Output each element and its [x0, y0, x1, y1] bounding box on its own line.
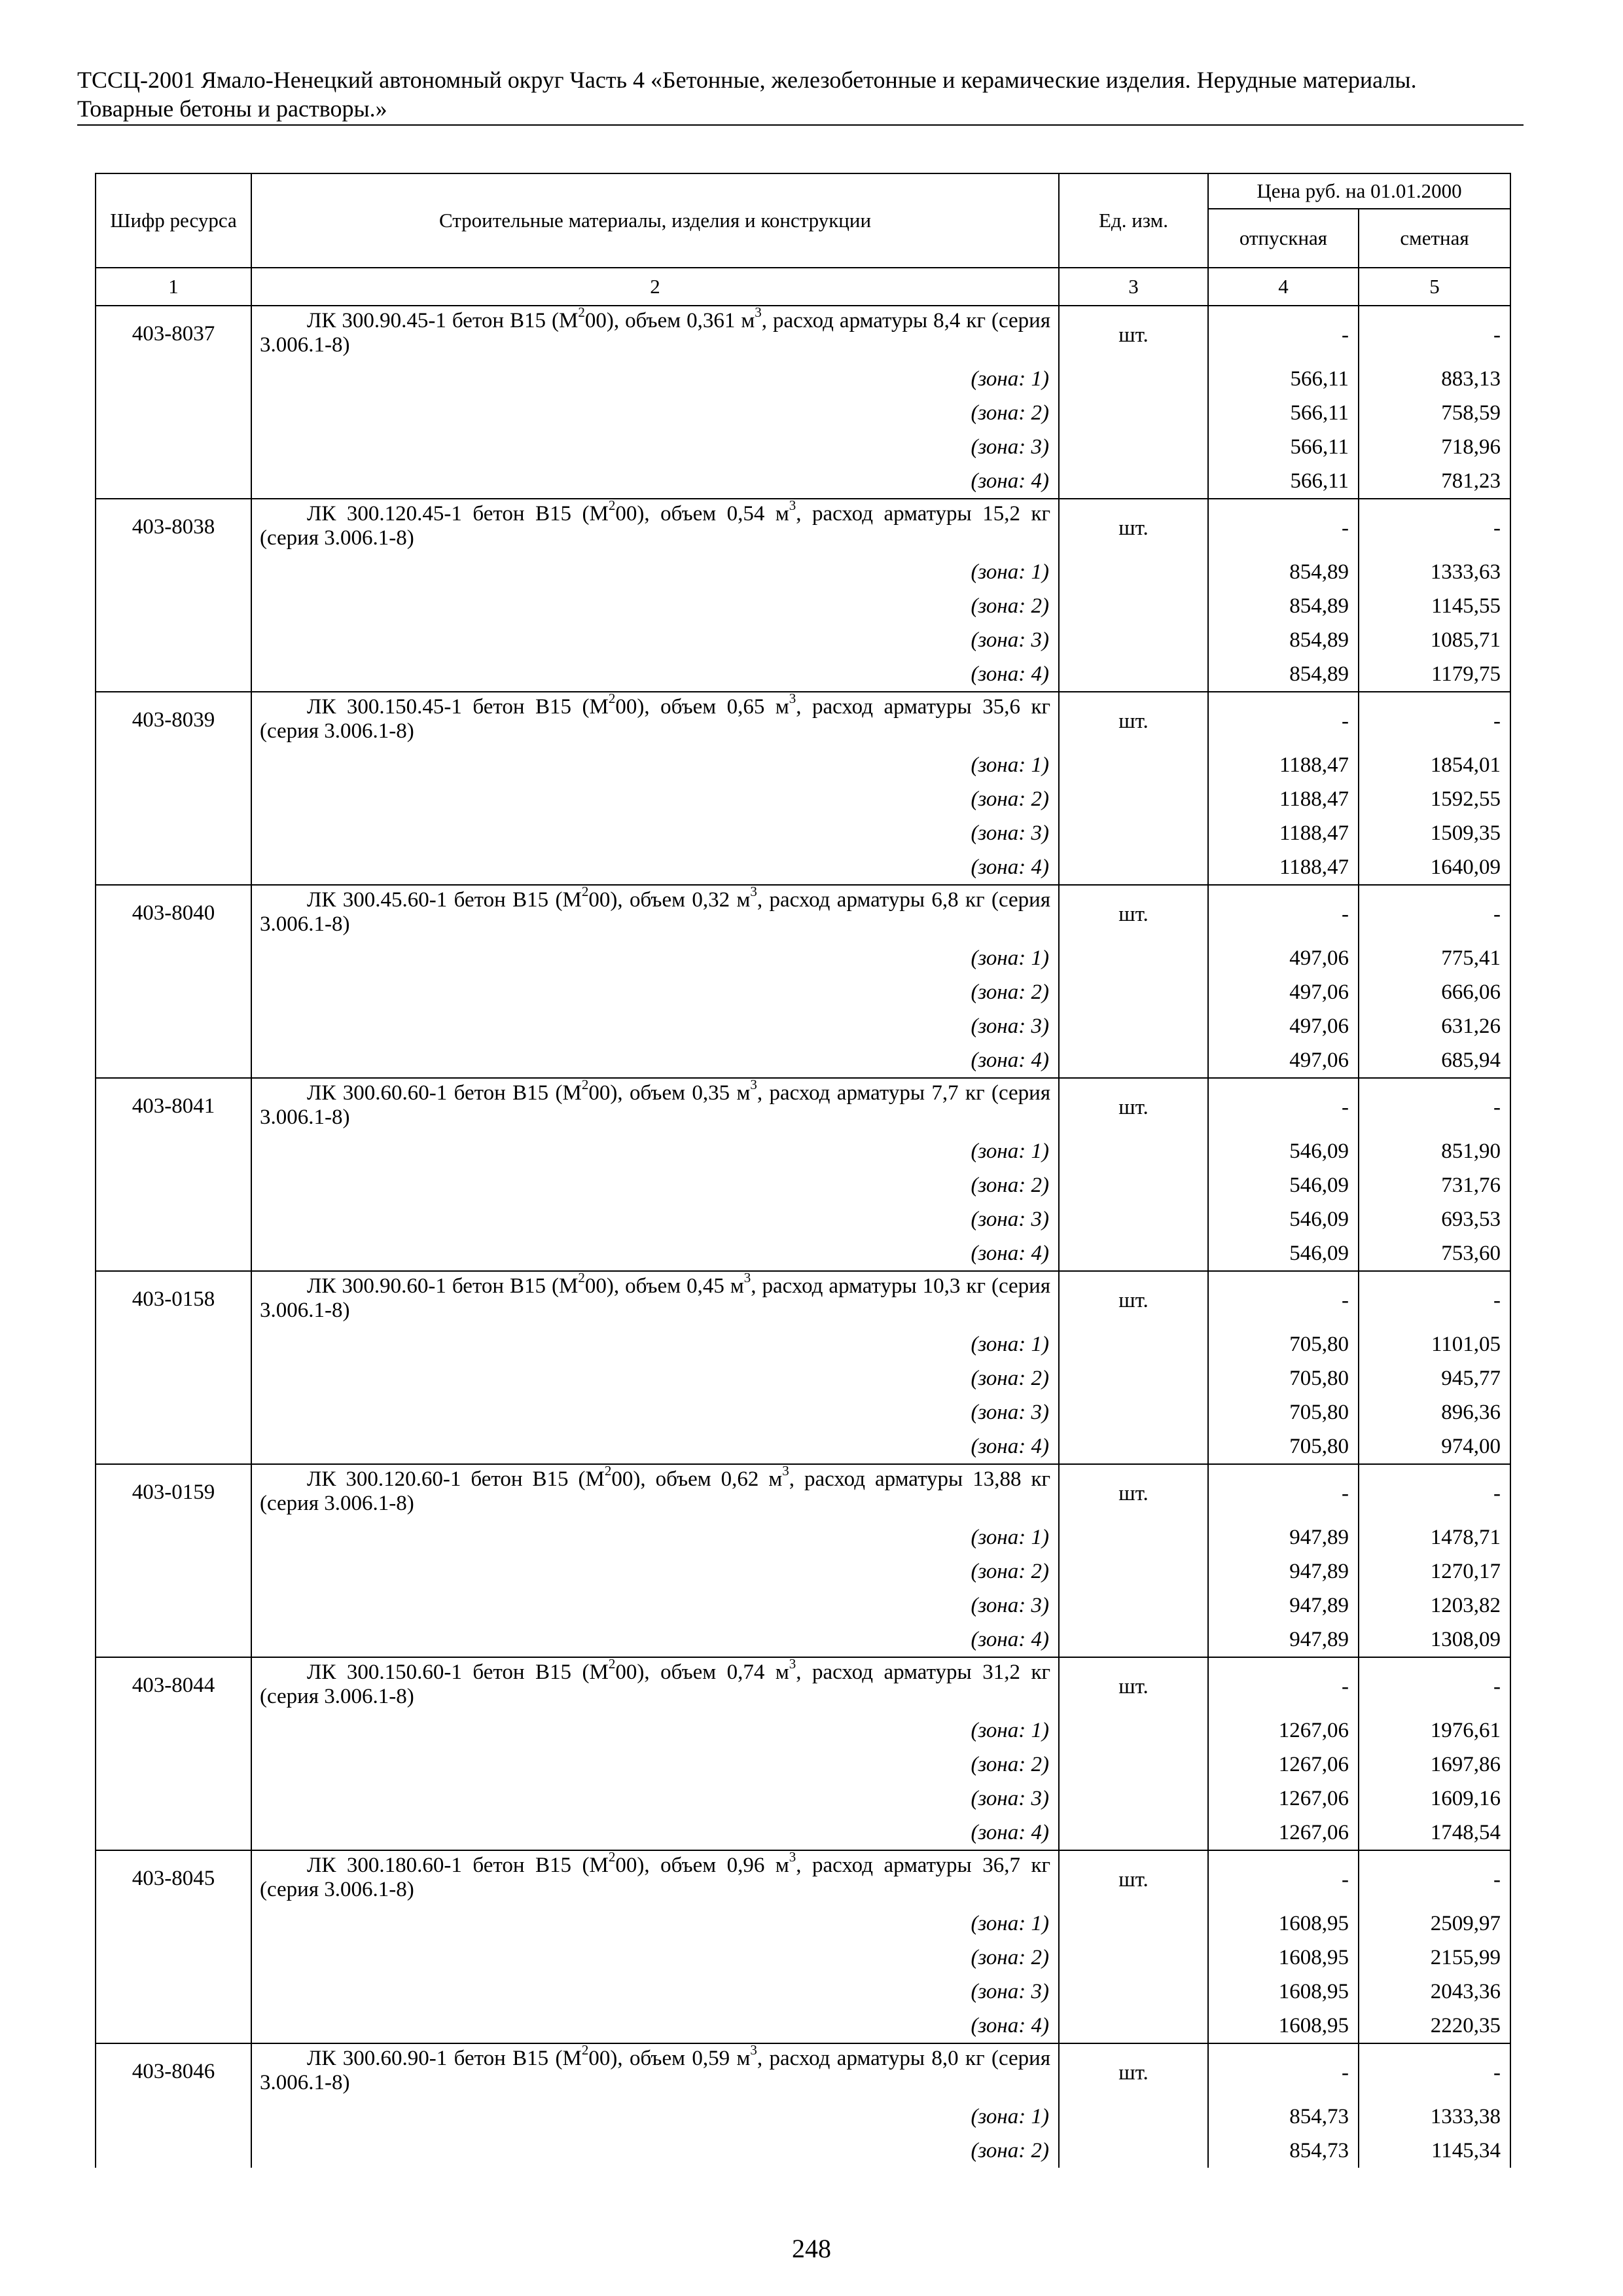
- zone-release-price: 497,06: [1208, 1043, 1359, 1078]
- zone-row: [96, 2134, 1510, 2168]
- material-name: ЛК 300.90.60-1 бетон B15 $(M^200)$, объем 0,45 $м^3$, расход арматуры 10,3 кг (серия 3.006.1-8): [260, 1270, 1050, 1322]
- zone-release-price: 1608,95: [1208, 2009, 1359, 2043]
- zone-unit-empty: [1059, 850, 1208, 885]
- column-number-1: 1: [96, 268, 251, 306]
- material-name-cell: [251, 692, 1059, 748]
- zone-unit-empty: [1059, 1907, 1208, 1941]
- zone-unit-empty: [1059, 362, 1208, 396]
- zone-release-price: 546,09: [1208, 1236, 1359, 1271]
- zone-unit-empty: [1059, 1361, 1208, 1395]
- zone-row: [96, 1429, 1510, 1464]
- zone-label: (зона: 1): [251, 1134, 1059, 1168]
- page-number: 248: [792, 2234, 831, 2263]
- resource-code: 403-0159: [96, 1464, 251, 1657]
- zone-row: [96, 850, 1510, 885]
- zone-label: (зона: 4): [251, 1236, 1059, 1271]
- material-name-cell: [251, 1464, 1059, 1520]
- column-number-3: 3: [1059, 268, 1208, 306]
- column-number-2: 2: [251, 268, 1059, 306]
- estimate-price: -: [1359, 1464, 1510, 1520]
- resource-code: 403-8041: [96, 1078, 251, 1271]
- material-name: ЛК 300.180.60-1 бетон B15 $(M^200)$, объем 0,96 $м^3$, расход арматуры 36,7 кг (серия 3.006.1-8): [260, 1849, 1051, 1901]
- zone-estimate-price: 685,94: [1359, 1043, 1510, 1078]
- zone-row: [96, 975, 1510, 1009]
- zone-estimate-price: 781,23: [1359, 464, 1510, 499]
- zone-unit-empty: [1059, 1009, 1208, 1043]
- zone-release-price: 1188,47: [1208, 850, 1359, 885]
- table-row: [96, 885, 1510, 941]
- zone-unit-empty: [1059, 1623, 1208, 1657]
- table-row: [96, 692, 1510, 748]
- resource-code: 403-0158: [96, 1271, 251, 1464]
- zone-release-price: 705,80: [1208, 1361, 1359, 1395]
- zone-row: [96, 1816, 1510, 1850]
- header-line-1: ТССЦ-2001 Ямало-Ненецкий автономный округ Часть 4 «Бетонные, железобетонные и керамические изделия. Нерудные материалы.: [77, 67, 1417, 93]
- unit: шт.: [1059, 306, 1208, 362]
- zone-release-price: 497,06: [1208, 941, 1359, 975]
- zone-estimate-price: 1854,01: [1359, 748, 1510, 782]
- zone-release-price: 497,06: [1208, 1009, 1359, 1043]
- zone-unit-empty: [1059, 589, 1208, 623]
- resource-code: 403-8040: [96, 885, 251, 1078]
- unit: шт.: [1059, 499, 1208, 555]
- zone-label: (зона: 2): [251, 1168, 1059, 1202]
- zone-label: (зона: 4): [251, 1429, 1059, 1464]
- zone-label: (зона: 1): [251, 941, 1059, 975]
- zone-estimate-price: 974,00: [1359, 1429, 1510, 1464]
- zone-unit-empty: [1059, 1134, 1208, 1168]
- zone-label: (зона: 3): [251, 430, 1059, 464]
- zone-row: [96, 1520, 1510, 1554]
- zone-estimate-price: 883,13: [1359, 362, 1510, 396]
- zone-label: (зона: 2): [251, 2134, 1059, 2168]
- table-header: [96, 173, 1510, 306]
- zone-unit-empty: [1059, 975, 1208, 1009]
- material-name-cell: [251, 1850, 1059, 1907]
- zone-estimate-price: 1333,38: [1359, 2100, 1510, 2134]
- zone-release-price: 947,89: [1208, 1588, 1359, 1623]
- column-header-name: Строительные материалы, изделия и конструкции: [251, 173, 1059, 268]
- zone-estimate-price: 1478,71: [1359, 1520, 1510, 1554]
- material-name: ЛК 300.150.45-1 бетон B15 $(M^200)$, объем 0,65 $м^3$, расход арматуры 35,6 кг (серия 3.006.1-8): [260, 691, 1051, 743]
- zone-estimate-price: 731,76: [1359, 1168, 1510, 1202]
- zone-estimate-price: 693,53: [1359, 1202, 1510, 1236]
- unit: шт.: [1059, 692, 1208, 748]
- zone-unit-empty: [1059, 1327, 1208, 1361]
- zone-release-price: 1608,95: [1208, 1941, 1359, 1975]
- zone-row: [96, 1588, 1510, 1623]
- release-price: -: [1208, 692, 1359, 748]
- column-header-code: Шифр ресурса: [96, 173, 251, 268]
- zone-release-price: 566,11: [1208, 362, 1359, 396]
- zone-release-price: 566,11: [1208, 396, 1359, 430]
- zone-label: (зона: 1): [251, 1907, 1059, 1941]
- release-price: -: [1208, 1271, 1359, 1327]
- zone-row: [96, 1236, 1510, 1271]
- zone-estimate-price: 1145,34: [1359, 2134, 1510, 2168]
- estimate-price: -: [1359, 499, 1510, 555]
- zone-unit-empty: [1059, 1168, 1208, 1202]
- zone-unit-empty: [1059, 782, 1208, 816]
- zone-row: [96, 396, 1510, 430]
- zone-release-price: 1188,47: [1208, 748, 1359, 782]
- zone-release-price: 854,73: [1208, 2134, 1359, 2168]
- resource-code: 403-8045: [96, 1850, 251, 2043]
- zone-estimate-price: 851,90: [1359, 1134, 1510, 1168]
- zone-release-price: 854,73: [1208, 2100, 1359, 2134]
- zone-unit-empty: [1059, 1554, 1208, 1588]
- zone-row: [96, 1009, 1510, 1043]
- unit: шт.: [1059, 885, 1208, 941]
- zone-unit-empty: [1059, 2009, 1208, 2043]
- zone-unit-empty: [1059, 1782, 1208, 1816]
- zone-unit-empty: [1059, 1395, 1208, 1429]
- zone-release-price: 1188,47: [1208, 816, 1359, 850]
- zone-release-price: 705,80: [1208, 1395, 1359, 1429]
- column-header-unit: Ед. изм.: [1059, 173, 1208, 268]
- zone-label: (зона: 1): [251, 362, 1059, 396]
- table-row: [96, 499, 1510, 555]
- unit: шт.: [1059, 2043, 1208, 2100]
- table-row: [96, 1850, 1510, 1907]
- zone-row: [96, 1941, 1510, 1975]
- zone-release-price: 566,11: [1208, 430, 1359, 464]
- zone-estimate-price: 718,96: [1359, 430, 1510, 464]
- zone-estimate-price: 631,26: [1359, 1009, 1510, 1043]
- zone-unit-empty: [1059, 1202, 1208, 1236]
- zone-estimate-price: 1179,75: [1359, 657, 1510, 692]
- release-price: -: [1208, 499, 1359, 555]
- unit: шт.: [1059, 1850, 1208, 1907]
- table-row: [96, 1271, 1510, 1327]
- zone-release-price: 854,89: [1208, 657, 1359, 692]
- estimate-price: -: [1359, 1078, 1510, 1134]
- zone-label: (зона: 4): [251, 1816, 1059, 1850]
- zone-release-price: 1608,95: [1208, 1975, 1359, 2009]
- column-header-price-group: Цена руб. на 01.01.2000: [1208, 173, 1510, 209]
- zone-label: (зона: 3): [251, 1975, 1059, 2009]
- zone-release-price: 1267,06: [1208, 1713, 1359, 1748]
- zone-release-price: 1608,95: [1208, 1907, 1359, 1941]
- zone-row: [96, 589, 1510, 623]
- zone-unit-empty: [1059, 2100, 1208, 2134]
- zone-unit-empty: [1059, 2134, 1208, 2168]
- zone-label: (зона: 2): [251, 1554, 1059, 1588]
- table-row: [96, 1078, 1510, 1134]
- zone-estimate-price: 1101,05: [1359, 1327, 1510, 1361]
- zone-estimate-price: 1640,09: [1359, 850, 1510, 885]
- document-header: [77, 65, 1524, 126]
- zone-release-price: 546,09: [1208, 1134, 1359, 1168]
- zone-estimate-price: 2043,36: [1359, 1975, 1510, 2009]
- material-name-cell: [251, 1657, 1059, 1713]
- resource-code: 403-8044: [96, 1657, 251, 1850]
- zone-release-price: 546,09: [1208, 1168, 1359, 1202]
- release-price: -: [1208, 306, 1359, 362]
- zone-unit-empty: [1059, 1043, 1208, 1078]
- zone-unit-empty: [1059, 623, 1208, 657]
- zone-row: [96, 1395, 1510, 1429]
- material-name-cell: [251, 499, 1059, 555]
- material-name: ЛК 300.90.45-1 бетон B15 $(M^200)$, объем 0,361 $м^3$, расход арматуры 8,4 кг (серия 3.006.1-8): [260, 304, 1050, 357]
- column-number-5: 5: [1359, 268, 1510, 306]
- zone-estimate-price: 896,36: [1359, 1395, 1510, 1429]
- zone-release-price: 546,09: [1208, 1202, 1359, 1236]
- column-number-4: 4: [1208, 268, 1359, 306]
- unit: шт.: [1059, 1657, 1208, 1713]
- zone-row: [96, 362, 1510, 396]
- zone-row: [96, 1043, 1510, 1078]
- zone-release-price: 1267,06: [1208, 1782, 1359, 1816]
- zone-release-price: 705,80: [1208, 1429, 1359, 1464]
- zone-label: (зона: 1): [251, 748, 1059, 782]
- zone-estimate-price: 1203,82: [1359, 1588, 1510, 1623]
- zone-unit-empty: [1059, 941, 1208, 975]
- material-name: ЛК 300.120.60-1 бетон B15 $(M^200)$, объем 0,62 $м^3$, расход арматуры 13,88 кг (серия 3.006.1-8): [260, 1463, 1051, 1515]
- zone-unit-empty: [1059, 1748, 1208, 1782]
- zone-row: [96, 782, 1510, 816]
- zone-label: (зона: 2): [251, 975, 1059, 1009]
- zone-release-price: 1267,06: [1208, 1816, 1359, 1850]
- zone-estimate-price: 945,77: [1359, 1361, 1510, 1395]
- table-row: [96, 1657, 1510, 1713]
- zone-row: [96, 748, 1510, 782]
- zone-label: (зона: 2): [251, 396, 1059, 430]
- zone-estimate-price: 758,59: [1359, 396, 1510, 430]
- estimate-price: -: [1359, 1271, 1510, 1327]
- release-price: -: [1208, 885, 1359, 941]
- estimate-price: -: [1359, 2043, 1510, 2100]
- zone-unit-empty: [1059, 555, 1208, 589]
- zone-release-price: 854,89: [1208, 623, 1359, 657]
- zone-row: [96, 1134, 1510, 1168]
- zone-row: [96, 1623, 1510, 1657]
- price-table: [95, 173, 1511, 2168]
- zone-label: (зона: 3): [251, 816, 1059, 850]
- zone-estimate-price: 1333,63: [1359, 555, 1510, 589]
- zone-row: [96, 430, 1510, 464]
- estimate-price: -: [1359, 306, 1510, 362]
- zone-label: (зона: 1): [251, 1327, 1059, 1361]
- zone-release-price: 1267,06: [1208, 1748, 1359, 1782]
- zone-unit-empty: [1059, 748, 1208, 782]
- zone-row: [96, 1361, 1510, 1395]
- unit: шт.: [1059, 1078, 1208, 1134]
- zone-unit-empty: [1059, 1975, 1208, 2009]
- estimate-price: -: [1359, 692, 1510, 748]
- zone-row: [96, 2100, 1510, 2134]
- zone-row: [96, 1907, 1510, 1941]
- zone-row: [96, 1713, 1510, 1748]
- zone-estimate-price: 1145,55: [1359, 589, 1510, 623]
- zone-label: (зона: 2): [251, 1361, 1059, 1395]
- zone-label: (зона: 3): [251, 1588, 1059, 1623]
- resource-code: 403-8038: [96, 499, 251, 692]
- zone-row: [96, 1202, 1510, 1236]
- zone-label: (зона: 4): [251, 464, 1059, 499]
- zone-row: [96, 623, 1510, 657]
- zone-row: [96, 657, 1510, 692]
- zone-label: (зона: 4): [251, 1043, 1059, 1078]
- estimate-price: -: [1359, 1850, 1510, 1907]
- table-row: [96, 306, 1510, 362]
- zone-release-price: 854,89: [1208, 589, 1359, 623]
- zone-estimate-price: 1697,86: [1359, 1748, 1510, 1782]
- zone-estimate-price: 1609,16: [1359, 1782, 1510, 1816]
- zone-label: (зона: 1): [251, 555, 1059, 589]
- zone-label: (зона: 2): [251, 589, 1059, 623]
- zone-estimate-price: 1509,35: [1359, 816, 1510, 850]
- zone-unit-empty: [1059, 1236, 1208, 1271]
- material-name: ЛК 300.60.90-1 бетон B15 $(M^200)$, объем 0,59 $м^3$, расход арматуры 8,0 кг (серия 3.006.1-8): [260, 2042, 1050, 2094]
- zone-label: (зона: 4): [251, 2009, 1059, 2043]
- unit: шт.: [1059, 1271, 1208, 1327]
- column-header-estimate-price: сметная: [1359, 209, 1510, 268]
- zone-release-price: 854,89: [1208, 555, 1359, 589]
- zone-estimate-price: 666,06: [1359, 975, 1510, 1009]
- table-row: [96, 1464, 1510, 1520]
- zone-unit-empty: [1059, 464, 1208, 499]
- unit: шт.: [1059, 1464, 1208, 1520]
- header-line-2: Товарные бетоны и растворы.»: [77, 96, 387, 122]
- estimate-price: -: [1359, 1657, 1510, 1713]
- zone-release-price: 1188,47: [1208, 782, 1359, 816]
- zone-unit-empty: [1059, 657, 1208, 692]
- resource-code: 403-8037: [96, 306, 251, 499]
- zone-label: (зона: 2): [251, 1941, 1059, 1975]
- zone-release-price: 947,89: [1208, 1520, 1359, 1554]
- zone-label: (зона: 3): [251, 1782, 1059, 1816]
- zone-row: [96, 1748, 1510, 1782]
- zone-row: [96, 941, 1510, 975]
- zone-row: [96, 1975, 1510, 2009]
- zone-estimate-price: 753,60: [1359, 1236, 1510, 1271]
- zone-label: (зона: 3): [251, 1202, 1059, 1236]
- zone-row: [96, 1168, 1510, 1202]
- zone-label: (зона: 1): [251, 1520, 1059, 1554]
- zone-row: [96, 464, 1510, 499]
- zone-estimate-price: 1308,09: [1359, 1623, 1510, 1657]
- material-name-cell: [251, 1271, 1059, 1327]
- zone-label: (зона: 1): [251, 2100, 1059, 2134]
- zone-row: [96, 555, 1510, 589]
- zone-row: [96, 1554, 1510, 1588]
- zone-label: (зона: 3): [251, 623, 1059, 657]
- zone-unit-empty: [1059, 1520, 1208, 1554]
- zone-unit-empty: [1059, 430, 1208, 464]
- zone-label: (зона: 1): [251, 1713, 1059, 1748]
- zone-release-price: 947,89: [1208, 1623, 1359, 1657]
- zone-release-price: 566,11: [1208, 464, 1359, 499]
- zone-label: (зона: 4): [251, 850, 1059, 885]
- resource-code: 403-8046: [96, 2043, 251, 2168]
- release-price: -: [1208, 1850, 1359, 1907]
- material-name-cell: [251, 306, 1059, 362]
- zone-label: (зона: 2): [251, 1748, 1059, 1782]
- zone-unit-empty: [1059, 396, 1208, 430]
- zone-row: [96, 1327, 1510, 1361]
- zone-unit-empty: [1059, 1588, 1208, 1623]
- zone-estimate-price: 1270,17: [1359, 1554, 1510, 1588]
- material-name: ЛК 300.60.60-1 бетон B15 $(M^200)$, объем 0,35 $м^3$, расход арматуры 7,7 кг (серия 3.006.1-8): [260, 1077, 1050, 1129]
- zone-estimate-price: 1085,71: [1359, 623, 1510, 657]
- material-name: ЛК 300.120.45-1 бетон B15 $(M^200)$, объем 0,54 $м^3$, расход арматуры 15,2 кг (серия 3.006.1-8): [260, 497, 1051, 550]
- zone-estimate-price: 1976,61: [1359, 1713, 1510, 1748]
- zone-label: (зона: 4): [251, 657, 1059, 692]
- release-price: -: [1208, 1078, 1359, 1134]
- table-row: [96, 2043, 1510, 2100]
- zone-row: [96, 1782, 1510, 1816]
- zone-label: (зона: 3): [251, 1009, 1059, 1043]
- zone-estimate-price: 2509,97: [1359, 1907, 1510, 1941]
- zone-release-price: 705,80: [1208, 1327, 1359, 1361]
- material-name-cell: [251, 885, 1059, 941]
- zone-estimate-price: 1592,55: [1359, 782, 1510, 816]
- zone-estimate-price: 2155,99: [1359, 1941, 1510, 1975]
- table-body: [96, 306, 1510, 2168]
- zone-estimate-price: 775,41: [1359, 941, 1510, 975]
- material-name-cell: [251, 2043, 1059, 2100]
- zone-release-price: 947,89: [1208, 1554, 1359, 1588]
- zone-unit-empty: [1059, 1429, 1208, 1464]
- zone-unit-empty: [1059, 816, 1208, 850]
- column-header-release-price: отпускная: [1208, 209, 1359, 268]
- zone-row: [96, 816, 1510, 850]
- zone-label: (зона: 2): [251, 782, 1059, 816]
- zone-row: [96, 2009, 1510, 2043]
- resource-code: 403-8039: [96, 692, 251, 885]
- estimate-price: -: [1359, 885, 1510, 941]
- material-name: ЛК 300.150.60-1 бетон B15 $(M^200)$, объем 0,74 $м^3$, расход арматуры 31,2 кг (серия 3.006.1-8): [260, 1656, 1051, 1708]
- release-price: -: [1208, 1657, 1359, 1713]
- zone-unit-empty: [1059, 1941, 1208, 1975]
- release-price: -: [1208, 2043, 1359, 2100]
- material-name: ЛК 300.45.60-1 бетон B15 $(M^200)$, объем 0,32 $м^3$, расход арматуры 6,8 кг (серия 3.006.1-8): [260, 884, 1050, 936]
- material-name-cell: [251, 1078, 1059, 1134]
- zone-unit-empty: [1059, 1713, 1208, 1748]
- zone-estimate-price: 2220,35: [1359, 2009, 1510, 2043]
- zone-label: (зона: 4): [251, 1623, 1059, 1657]
- zone-label: (зона: 3): [251, 1395, 1059, 1429]
- zone-unit-empty: [1059, 1816, 1208, 1850]
- zone-estimate-price: 1748,54: [1359, 1816, 1510, 1850]
- zone-release-price: 497,06: [1208, 975, 1359, 1009]
- release-price: -: [1208, 1464, 1359, 1520]
